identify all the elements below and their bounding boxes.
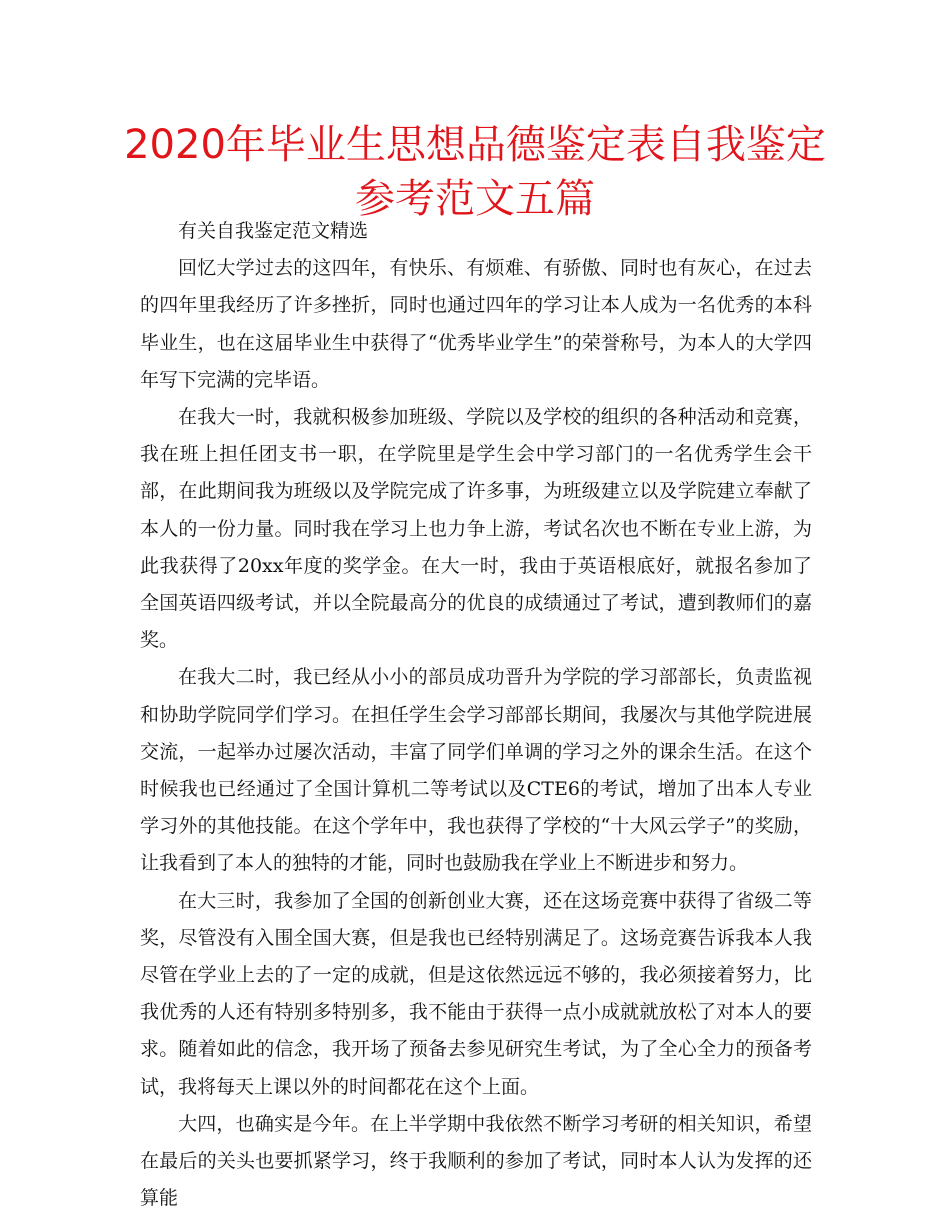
paragraph-intro: 回忆大学过去的这四年，有快乐、有烦难、有骄傲、同时也有灰心，在过去的四年里我经历了许多挫折，同时也通过四年的学习让本人成为一名优秀的本科毕业生，也在这届毕业生中获得了“优秀毕业学生”的荣誉称号，为本人的大学四年写下完满的完毕语。 — [140, 257, 812, 391]
paragraph-freshman: 在我大一时，我就积极参加班级、学院以及学校的组织的各种活动和竞赛，我在班上担任团支书一职，在学院里是学生会中学习部门的一名优秀学生会干部，在此期间我为班级以及学院完成了许多事，为班级建立以及学院建立奉献了本人的一份力量。同时我在学习上也力争上游，考试名次也不断在专业上游，为此我获得了20xx年度的奖学金。在大一时，我由于英语根底好，就报名参加了全国英语四级考试，并以全院最高分的优良的成绩通过了考试，遭到教师们的嘉奖。 — [140, 406, 812, 652]
paragraph-senior: 大四，也确实是今年。在上半学期中我依然不断学习考研的相关知识，希望在最后的关头也要抓紧学习，终于我顺利的参加了考试，同时本人认为发挥的还算能 — [140, 1112, 812, 1210]
paragraph-junior: 在大三时，我参加了全国的创新创业大赛，还在这场竞赛中获得了省级二等奖，尽管没有入围全国大赛，但是我也已经特别满足了。这场竞赛告诉我本人我尽管在学业上去的了一定的成就，但是这依然远远不够的，我必须接着努力，比我优秀的人还有特别多特别多，我不能由于获得一点小成就就放松了对本人的要求。随着如此的信念，我开场了预备去参见研究生考试，为了全心全力的预备考试，我将每天上课以外的时间都花在这个上面。 — [140, 889, 812, 1098]
subtitle-paragraph: 有关自我鉴定范文精选 — [178, 220, 369, 242]
paragraph-sophomore: 在我大二时，我已经从小小的部员成功晋升为学院的学习部部长，负责监视和协助学院同学们学习。在担任学生会学习部部长期间，我屡次与其他学院进展交流，一起举办过屡次活动，丰富了同学们单调的学习之外的课余生活。在这个时候我也已经通过了全国计算机二等考试以及CTE6的考试，增加了出本人专业学习外的其他技能。在这个学年中，我也获得了学校的“十大风云学子”的奖励，让我看到了本人的独特的才能，同时也鼓励我在学业上不断进步和努力。 — [140, 666, 812, 875]
document-body — [140, 213, 812, 1217]
document-title: 2020年毕业生思想品德鉴定表自我鉴定参考范文五篇 — [124, 122, 826, 222]
